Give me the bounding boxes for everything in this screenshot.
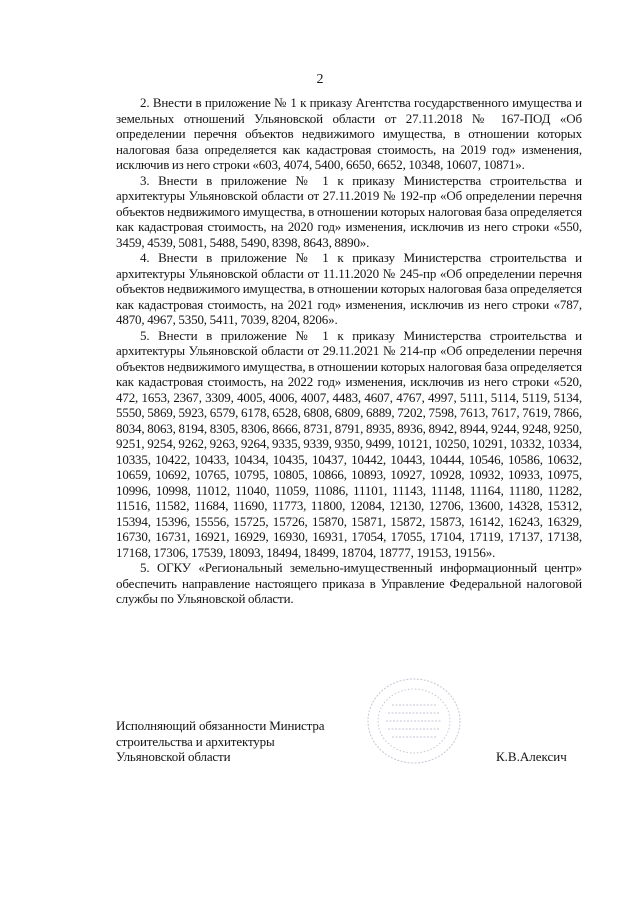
paragraph-item-4: 4. Внести в приложение № 1 к приказу Министерства строительства и архитектуры Ульяновской области от 11.11.2020 № 245-пр «Об определении перечня объектов недвижимого имущества, в отношении которых налоговая база определяется как кадастровая стоимость, на 2021 год» изменения, исключив из него строки «787, 4870, 4967, 5350, 5411, 7039, 8204, 8206». <box>116 250 582 327</box>
paragraph-item-2: 2. Внести в приложение № 1 к приказу Агентства государственного имущества и земельных отношений Ульяновской области от 27.11.2018 № 167-ПОД «Об определении перечня объектов недвижимого имущества, в отношении которых налоговая база определяется как кадастровая стоимость, на 2019 год» изменения, исключив из него строки «603, 4074, 5400, 6650, 6652, 10348, 10607, 10871». <box>116 95 582 172</box>
paragraph-item-5-excluded-rows: 5. Внести в приложение № 1 к приказу Министерства строительства и архитектуры Ульяновской области от 29.11.2021 № 214-пр «Об определении перечня объектов недвижимого имущества, в отношении которых налоговая база определяется как кадастровая стоимость, на 2022 год» изменения, исключив из него строки «520, 472, 1653, 2367, 3309, 4005, 4006, 4007, 4483, 4607, 4767, 4997, 5111, 5114, 5119, 5134, 5550, 5869, 5923, 6579, 6178, 6528, 6808, 6809, 6889, 7202, 7598, 7613, 7617, 7619, 7866, 8034, 8063, 8194, 8305, 8306, 8666, 8731, 8791, 8935, 8936, 8942, 8944, 9244, 9248, 9250, 9251, 9254, 9262, 9263, 9264, 9335, 9339, 9350, 9499, 10121, 10250, 10291, 10332, 10334, 10335, 10422, 10433, 10434, 10435, 10437, 10442, 10443, 10444, 10546, 10586, 10632, 10659, 10692, 10765, 10795, 10805, 10866, 10893, 10927, 10928, 10932, 10933, 10975, 10996, 10998, 11012, 11040, 11059, 11086, 11101, 11143, 11148, 11164, 11180, 11282, 11516, 11582, 11684, 11690, 11773, 11800, 12084, 12130, 12706, 13600, 14328, 15312, 15394, 15396, 15556, 15725, 15726, 15870, 15871, 15872, 15873, 16142, 16243, 16329, 16730, 16731, 16921, 16929, 16930, 16931, 17054, 17055, 17104, 17119, 17137, 17138, 17168, 17306, 17539, 18093, 18494, 18499, 18704, 18777, 19153, 19156». <box>116 327 582 560</box>
signatory-position <box>116 718 366 765</box>
signatory-name: К.В.Алексич <box>496 749 567 764</box>
paragraph-item-3: 3. Внести в приложение № 1 к приказу Министерства строительства и архитектуры Ульяновской области от 27.11.2019 № 192-пр «Об определении перечня объектов недвижимого имущества, в отношении которых налоговая база определяется как кадастровая стоимость, на 2020 год» изменения, исключив из него строки «550, 3459, 4539, 5081, 5488, 5490, 8398, 8643, 8890». <box>116 172 582 250</box>
document-body <box>116 95 582 607</box>
page-number: 2 <box>316 72 324 87</box>
paragraph-item-5-ogku: 5. ОГКУ «Региональный земельно-имущественный информационный центр» обеспечить направление настоящего приказа в Управление Федеральной налоговой службы по Ульяновской области. <box>116 560 582 606</box>
signatory-position-line: Исполняющий обязанности Министра <box>116 718 325 733</box>
signatory-position-line: строительства и архитектуры <box>116 733 275 749</box>
signatory-position-line: Ульяновской области <box>116 749 231 764</box>
official-stamp-icon <box>364 675 464 767</box>
